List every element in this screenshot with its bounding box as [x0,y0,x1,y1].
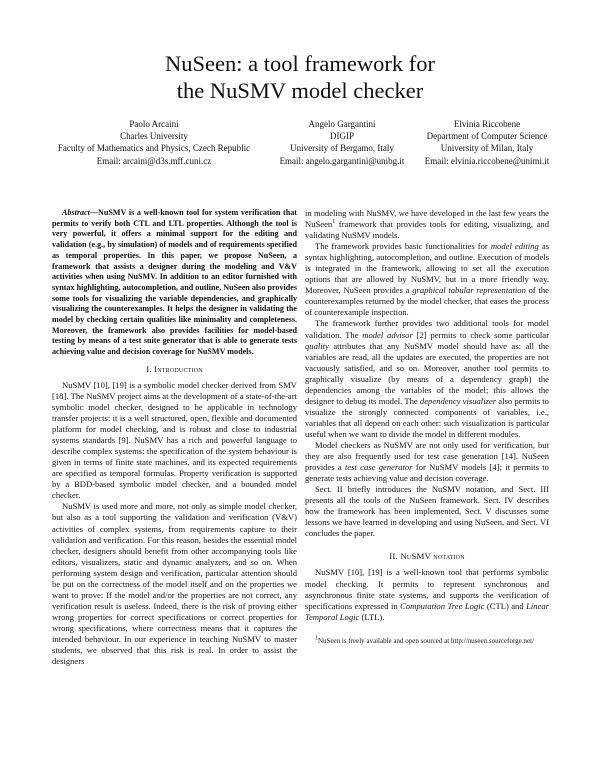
author-email: Email: elvinia.riccobene@unimi.it [424,155,550,166]
author-affiliation: University of Milan, Italy [440,143,534,154]
right-paragraph-4 [305,440,549,484]
abstract-label: Abstract [62,208,90,217]
emphasis: Computation Tree Logic [400,600,485,611]
intro-paragraph-2: NuSMV is used more and more, not only as simple model checker, but also as a tool supporting the validation and verification (V&V) activities of complex systems, from requirements capture to their validation and verification. For this reason, besides the essential model checker, designers should benefit from other accompanying tools like editors, visualizers, static and dynamic analyzers, and so on. When performing system design and verification, particular attention should be put on the correctness of the model itself and on the properties we want to prove: If the model and/or the properties are not correct, any verification result is useless. Indeed, there is the risk of proving either wrong properties for correct specifications or correct properties for wrong specifications, where correctness means that it captures the intended behaviour. In our experience in teaching NuSMV to master students, we observed that this risk is real. In order to assist the designers [52,501,297,667]
text-run: framework that provides tools for editing, visualizing, and validating NuSMV models. [305,219,549,241]
text-run: as syntax highlighting, autocompletion, and outline. Execution of models is integrated in the framework, allowing to set all the execution options that are allowed by NuSMV, but in a more friendly way. Moreover, NuSeen provides a [305,241,549,296]
emphasis: Linear Temporal Logic [305,600,550,622]
text-run: The framework further provides two additional tools for model validation. The [305,318,549,340]
emphasis: quality [305,340,329,351]
right-paragraph-1 [305,208,549,241]
section-number: I. [146,363,152,374]
title-line-1: NuSeen: a tool framework for [165,51,435,76]
text-run: (CTL) and [484,600,527,611]
text-run: (LTL). [359,611,385,622]
right-column [305,208,549,646]
emphasis: model advisor [362,329,413,340]
author-affiliation: Faculty of Mathematics and Physics, Czech Republic [57,143,251,154]
sec2-paragraph-1 [305,567,549,622]
author-email: Email: angelo.gargantini@unibg.it [279,155,405,166]
intro-paragraph-1: NuSMV [10], [19] is a symbolic model checker derived from SMV [18]. The NuSMV project aims at the development of a state-of-the-art symbolic model checker, designed to be applicable in technology transfer projects: it is a well structured, open, flexible and documented platform for model checking, and is robust and close to industrial systems standards [9]. NuSMV has a rich and powerful language to describe complex systems: the specification of the system behaviour is given in terms of finite state machines, and its expected requirements are specified as temporal formulas. Property verification is supported by a BDD-based symbolic model checker, and a bounded model checker. [52,379,297,501]
text-run: Model checkers as NuSMV are not only used for verification, but they are also frequently used for test case generation [14]. NuSeen provides a [305,439,549,473]
author-name: Elvinia Riccobene [453,119,521,129]
author-email: Email: arcaini@d3s.mff.cuni.cz [96,155,212,166]
author-3 [422,118,552,167]
right-paragraph-3 [305,318,549,440]
text-run: of the counterexamples returned by the model checker, that eases the process of counterexample inspection. [305,285,549,318]
author-affiliation: DIGIP [330,131,354,142]
text-run: The framework provides basic functionalities for [315,241,491,252]
emphasis: test case generator [344,462,413,473]
title-line-2: the NuSMV model checker [176,78,424,103]
section-number: II. [389,551,398,562]
section-title: NuSMV notation [400,551,465,562]
footnote-mark: 1 [315,635,318,642]
author-affiliation: Department of Computer Science [426,131,548,142]
author-name: Angelo Gargantini [308,119,376,129]
text-run: also permits to visualize the strongly connected components of variables, i.e., variables that all depend on each other: such visualization is particular useful when we want to divide the model in different modules. [305,395,549,439]
text-run: for NuSMV models [4]; it permits to generate tests achieving value and decision coverage. [305,462,549,484]
author-2 [262,118,422,167]
left-column [52,208,297,667]
author-affiliation: Charles University [120,131,188,142]
author-affiliation: University of Bergamo, Italy [290,143,394,154]
paper-title [0,50,600,104]
footnote-text: NuSeen is freely available and open sourced at http://nuseen.sourceforge.net/ [318,636,535,645]
text-run: NuSMV [10], [19] is a well-known tool that performs symbolic model checking. It permits to represent synchronous and asynchronous finite state systems, and supports the verification of specifications expressed in [305,567,549,611]
emphasis: model editing [490,241,539,252]
text-run: [2] permits to check some particular [412,329,549,340]
abstract [52,208,297,358]
section-title: Introduction [154,363,203,374]
section-heading-nusmv-notation [305,551,549,562]
abstract-text: —NuSMV is a well-known tool for system verification that permits to verify both CTL and LTL properties. Although the tool is very powerful, it offers a minimal support for the editing and validation (e.g., by simulation) of models and of requirements specified as temporal properties. In this paper, we propose NuSeen, a framework that assists a designer during the modeling and V&V activities when using NuSMV. In addition to an editor furnished with syntax highlighting, autocompletion, and outline, NuSeen also provides some tools for visualizing the variable dependencies, and graphically visualizing the counterexamples. It helps the designer in validating the model by checking certain qualities like minimality and completeness. Moreover, the framework also provides facilities for model-based testing by means of a test suite generator that is able to generate tests achieving value and decision coverage for NuSMV models. [52,208,297,357]
right-paragraph-5: Sect. II briefly introduces the NuSMV notation, and Sect. III presents all the tools of the NuSeen framework. Sect. IV describes how the framework has been implemented, Sect. V discusses some lessons we have learned in developing and using NuSeen, and Sect. VI concludes the paper. [305,484,549,539]
footnote-ref: 1 [332,219,336,226]
footnote [305,637,549,647]
author-name: Paolo Arcaini [129,119,179,129]
text-run: attributes that any NuSMV model should have as: all the variables are read, all the updates are executed, the properties are not vacuously satisfied, and so on. Moreover, another tool permits to graphically visualize (by means of a dependency graph) the dependencies among the variables of the model; this allows the designer to debug its model. The [305,340,549,406]
right-paragraph-2 [305,241,549,318]
author-1 [48,118,260,167]
text-run: in modeling with NuSMV, we have developed in the last few years the NuSeen [305,208,549,230]
section-heading-introduction [52,364,297,375]
emphasis: graphical tabular representation [412,285,526,296]
emphasis: dependency visualizer [419,395,497,406]
